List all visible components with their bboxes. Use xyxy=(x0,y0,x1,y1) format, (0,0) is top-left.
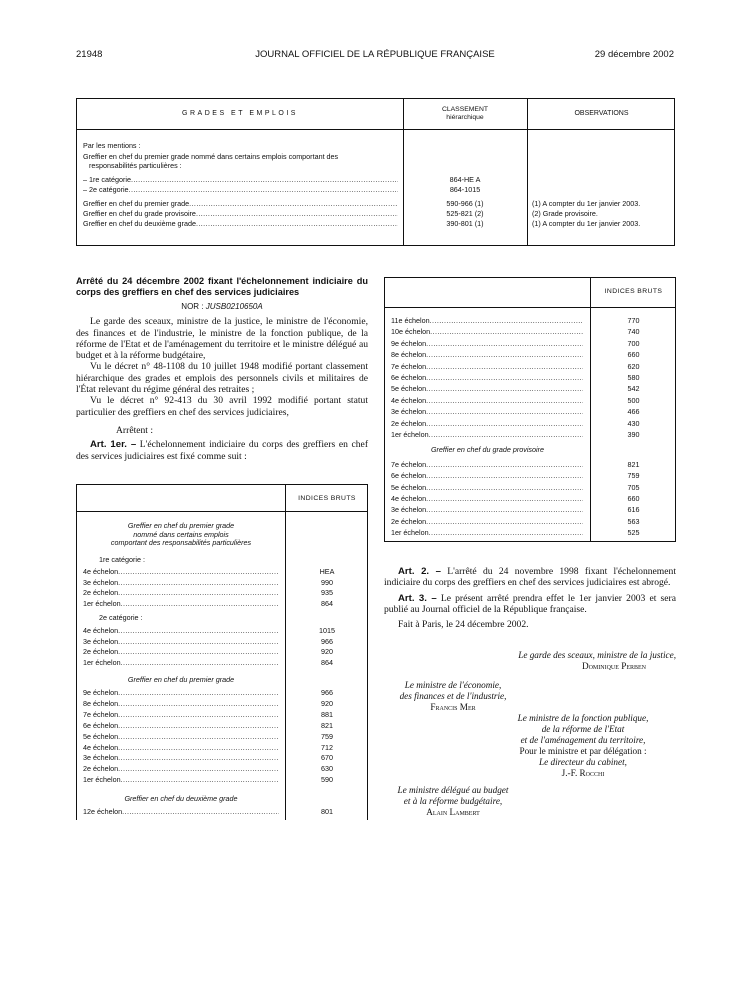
table-row xyxy=(77,752,367,763)
row-value: 630 xyxy=(321,764,333,774)
table-row xyxy=(77,161,676,170)
signatory-title: Le ministre délégué au budget xyxy=(397,785,509,795)
classement-table xyxy=(76,98,675,246)
table-row xyxy=(385,326,675,337)
row-label: 5e échelon ..... xyxy=(391,383,583,394)
row-obs: (1) A compter du 1er janvier 2003. xyxy=(532,199,641,208)
row-label: Greffier en chef du premier grade ..... xyxy=(83,199,398,208)
signatory-title: Le ministre de l'économie, xyxy=(404,680,502,690)
lead-label: responsabilités particulières : xyxy=(89,161,182,170)
section-heading-line: Greffier en chef du premier grade xyxy=(127,521,235,530)
arretent: Arrêtent : xyxy=(116,424,154,436)
row-label: 1er échelon ..... xyxy=(83,774,279,785)
row-label: 2e échelon ..... xyxy=(83,587,279,598)
visa-paragraph: Vu le décret n° 48-1108 du 10 juillet 1948 modifié portant classement hiérarchique des grades et emplois des personnels civils et militaires de l'État relevant du régime général des retraites ; xyxy=(76,361,368,396)
table-row xyxy=(77,577,367,588)
row-label: 2e échelon ..... xyxy=(83,763,279,774)
table-row xyxy=(77,657,367,668)
article-3-text: Le présent arrêté prendra effet le 1er janvier 2003 et sera publié au Journal officiel de la République française. xyxy=(384,592,676,615)
row-label: 4e échelon ..... xyxy=(83,566,279,577)
header-indices: INDICES BRUTS xyxy=(298,495,356,502)
row-label: Greffier en chef du grade provisoire ..... xyxy=(83,209,398,218)
row-label: 3e échelon ..... xyxy=(83,577,279,588)
row-label: 3e échelon ..... xyxy=(83,636,279,647)
table-row xyxy=(385,516,675,527)
table-row xyxy=(77,175,676,184)
table-row xyxy=(385,395,675,406)
row-value: 580 xyxy=(627,373,640,382)
signatory-name: J.-F. Rocchi xyxy=(561,768,605,778)
header-classement-line1: CLASSEMENT xyxy=(441,106,489,113)
table-row xyxy=(385,372,675,383)
arrete-title: Arrêté du 24 décembre 2002 fixant l'échelonnement indiciaire du corps des greffiers en chef des services judiciaires xyxy=(76,276,368,297)
row-value: 590 xyxy=(321,775,333,785)
signatory-title: Le directeur du cabinet, xyxy=(539,757,627,767)
article-2 xyxy=(384,566,676,589)
row-label: 9e échelon ..... xyxy=(83,687,279,698)
row-value: 881 xyxy=(321,709,333,719)
row-label: 7e échelon ..... xyxy=(391,361,583,372)
header-classement-line2: hiérarchique xyxy=(446,114,484,121)
row-obs: (1) A compter du 1er janvier 2003. xyxy=(532,219,641,228)
article-1-text: L'échelonnement indiciaire du corps des greffiers en chef des services judiciaires est fixé comme suit : xyxy=(76,439,369,462)
table-row xyxy=(77,806,367,817)
row-value: 821 xyxy=(627,460,640,469)
page-number: 21948 xyxy=(76,49,103,60)
row-value: 740 xyxy=(627,327,640,337)
category-label: 1re catégorie : xyxy=(99,555,145,564)
row-value: 920 xyxy=(321,698,333,708)
row-value: 660 xyxy=(627,493,640,503)
journal-title: JOURNAL OFFICIEL DE LA RÉPUBLIQUE FRANÇAISE xyxy=(255,49,495,60)
row-value: 935 xyxy=(321,588,333,597)
row-label: 6e échelon ..... xyxy=(391,372,583,383)
row-value: 712 xyxy=(321,742,333,752)
signatory-title: et à la réforme budgétaire, xyxy=(403,796,503,806)
table-row xyxy=(77,185,676,194)
header-divider xyxy=(77,511,367,512)
row-label: – 1re catégorie ..... xyxy=(83,175,398,184)
table-row xyxy=(385,338,675,349)
table-row xyxy=(385,493,675,504)
table-row xyxy=(77,625,367,636)
row-label: 1er échelon ..... xyxy=(391,429,583,440)
article-1-label: Art. 1er. – xyxy=(90,439,137,451)
signatory-name: Alain Lambert xyxy=(426,807,480,817)
category-label: 2e catégorie : xyxy=(99,613,143,622)
row-label: 2e échelon ..... xyxy=(391,516,583,527)
row-value: 990 xyxy=(321,577,333,587)
row-value: 700 xyxy=(627,338,640,348)
row-label: 10e échelon ..... xyxy=(391,326,583,337)
row-label: 5e échelon ..... xyxy=(83,731,279,742)
signatory-title: Le ministre de la fonction publique, xyxy=(517,713,649,723)
table-row xyxy=(385,349,675,360)
row-label: 4e échelon ..... xyxy=(391,493,583,504)
row-classement: 390-801 (1) xyxy=(446,219,484,228)
table-row xyxy=(385,361,675,372)
article-3-label: Art. 3. – xyxy=(398,592,437,604)
signatory-title: des finances et de l'industrie, xyxy=(399,691,507,701)
table-row xyxy=(385,459,675,470)
table-row xyxy=(77,219,676,228)
indices-table-left xyxy=(76,484,368,820)
row-label: 7e échelon ..... xyxy=(391,459,583,470)
header-divider xyxy=(77,129,674,130)
header-indices: INDICES BRUTS xyxy=(604,288,663,295)
row-label: 1er échelon ..... xyxy=(83,598,279,609)
table-row xyxy=(385,418,675,429)
signatory-title: de la réforme de l'Etat xyxy=(541,724,625,734)
lead-label: Greffier en chef du premier grade nommé dans certains emplois comportant des xyxy=(83,152,339,161)
row-label: 12e échelon ..... xyxy=(83,806,279,817)
table-row xyxy=(385,383,675,394)
row-value: 563 xyxy=(627,516,640,526)
delegation-line: Pour le ministre et par délégation : xyxy=(519,746,647,756)
table-row xyxy=(77,587,367,598)
row-label: 8e échelon ..... xyxy=(83,698,279,709)
issue-date: 29 décembre 2002 xyxy=(594,49,674,60)
table-row xyxy=(77,763,367,774)
row-label: Greffier en chef du deuxième grade ..... xyxy=(83,219,398,228)
row-label: 1er échelon ..... xyxy=(391,527,583,538)
row-value: 430 xyxy=(627,418,640,428)
row-value: 920 xyxy=(321,647,333,656)
row-classement: 864-HE A xyxy=(449,175,481,184)
table-row xyxy=(77,152,676,161)
row-value: 966 xyxy=(321,636,333,646)
table-row xyxy=(77,566,367,577)
header-divider xyxy=(385,307,675,308)
signature-block-2 xyxy=(378,680,528,713)
row-value: 542 xyxy=(627,384,640,394)
table-row xyxy=(77,598,367,609)
row-value: 466 xyxy=(627,407,640,417)
row-label: 4e échelon ..... xyxy=(83,625,279,636)
section-heading: Greffier en chef du premier grade xyxy=(127,675,235,684)
visa-paragraph: Vu le décret n° 92-413 du 30 avril 1992 modifié portant statut particulier des greffiers en chef des services judiciaires, xyxy=(76,395,368,418)
table-row xyxy=(77,742,367,753)
row-label: – 2e catégorie ..... xyxy=(83,185,398,194)
section-heading xyxy=(77,522,285,548)
row-label: 6e échelon ..... xyxy=(391,470,583,481)
left-column xyxy=(76,276,368,462)
table-row xyxy=(385,315,675,326)
row-label: 1er échelon ..... xyxy=(83,657,279,668)
row-classement: 525-821 (2) xyxy=(446,209,484,218)
row-label: 3e échelon ..... xyxy=(83,752,279,763)
section-heading-line: comportant des responsabilités particulières xyxy=(110,538,252,547)
table-row xyxy=(77,720,367,731)
row-value: 616 xyxy=(627,505,640,515)
row-value: 864 xyxy=(321,657,333,667)
page-header xyxy=(76,49,674,65)
signature-block-1 xyxy=(384,650,676,672)
article-2-label: Art. 2. – xyxy=(398,566,441,577)
table-row xyxy=(385,527,675,538)
right-column xyxy=(384,566,676,630)
nor-line xyxy=(76,301,368,312)
table-row xyxy=(77,199,676,208)
table-row xyxy=(385,470,675,481)
row-label: 5e échelon ..... xyxy=(391,482,583,493)
row-value: 390 xyxy=(627,430,640,439)
row-value: 525 xyxy=(627,527,640,537)
section-heading: Greffier en chef du deuxième grade xyxy=(124,794,238,803)
row-value: 670 xyxy=(321,753,333,763)
row-label: 11e échelon ..... xyxy=(391,315,583,326)
row-value: 966 xyxy=(321,688,333,697)
row-obs: (2) Grade provisoire. xyxy=(532,209,598,218)
table-row xyxy=(77,774,367,785)
row-label: 7e échelon ..... xyxy=(83,709,279,720)
signature-block-4 xyxy=(378,785,528,818)
table-row xyxy=(77,698,367,709)
row-label: 4e échelon ..... xyxy=(83,742,279,753)
row-label: 6e échelon ..... xyxy=(83,720,279,731)
table-row xyxy=(77,141,676,150)
row-label: 2e échelon ..... xyxy=(83,646,279,657)
table-row xyxy=(77,709,367,720)
signatory-title: Le garde des sceaux, ministre de la justice, xyxy=(518,650,676,660)
article-3 xyxy=(384,593,676,616)
table-row xyxy=(77,636,367,647)
table-row xyxy=(77,731,367,742)
header-observations: OBSERVATIONS xyxy=(574,110,629,117)
article-1 xyxy=(76,439,368,462)
table-row xyxy=(77,209,676,218)
signature-block-3 xyxy=(490,713,676,779)
intro-label: Par les mentions : xyxy=(83,141,141,150)
table-row xyxy=(77,687,367,698)
row-value: 620 xyxy=(627,361,640,371)
nor-label: NOR : xyxy=(181,302,204,311)
signatory-name: Francis Mer xyxy=(430,702,476,712)
row-value: 821 xyxy=(321,720,333,730)
section-heading-line: nommé dans certains emplois xyxy=(133,529,229,539)
row-label: 8e échelon ..... xyxy=(391,349,583,360)
row-value: 864 xyxy=(321,598,333,608)
section-heading: Greffier en chef du grade provisoire xyxy=(430,445,545,454)
row-label: 2e échelon ..... xyxy=(391,418,583,429)
nor-code: JUSB0210650A xyxy=(205,302,263,311)
row-value: 660 xyxy=(627,350,640,360)
preamble-paragraph: Le garde des sceaux, ministre de la justice, le ministre de l'économie, des finances et de l'industrie, le ministre de la fonction publique, de la réforme de l'Etat et de l'aménagement du territoire et le ministre délégué au budget et à la réforme budgétaire, xyxy=(76,316,368,362)
table-row xyxy=(385,504,675,515)
header-classement xyxy=(403,106,527,122)
table-row xyxy=(385,429,675,440)
row-value: 759 xyxy=(321,731,333,741)
signatory-name: Dominique Perben xyxy=(581,661,646,671)
row-classement: 864-1015 xyxy=(449,185,481,194)
indices-table-right xyxy=(384,277,676,542)
row-label: 3e échelon ..... xyxy=(391,504,583,515)
row-value: 801 xyxy=(321,807,333,816)
fait-line: Fait à Paris, le 24 décembre 2002. xyxy=(398,619,529,631)
row-label: 9e échelon ..... xyxy=(391,338,583,349)
row-value: 759 xyxy=(627,471,640,481)
row-label: 4e échelon ..... xyxy=(391,395,583,406)
signatory-title: et de l'aménagement du territoire, xyxy=(520,735,646,745)
table-row xyxy=(385,406,675,417)
table-row xyxy=(77,646,367,657)
row-value: 705 xyxy=(627,482,640,492)
row-value: 770 xyxy=(627,316,640,325)
table-row xyxy=(385,482,675,493)
row-value: HEA xyxy=(319,567,335,576)
article-2-text: L'arrêté du 24 novembre 1998 fixant l'échelonnement indiciaire du corps des greffiers en chef des services judiciaires est abrogé. xyxy=(384,566,676,589)
row-value: 1015 xyxy=(319,626,335,635)
row-value: 500 xyxy=(627,395,640,405)
row-classement: 590-966 (1) xyxy=(446,199,484,208)
row-label: 3e échelon ..... xyxy=(391,406,583,417)
header-grades: GRADES ET EMPLOIS xyxy=(182,110,298,117)
